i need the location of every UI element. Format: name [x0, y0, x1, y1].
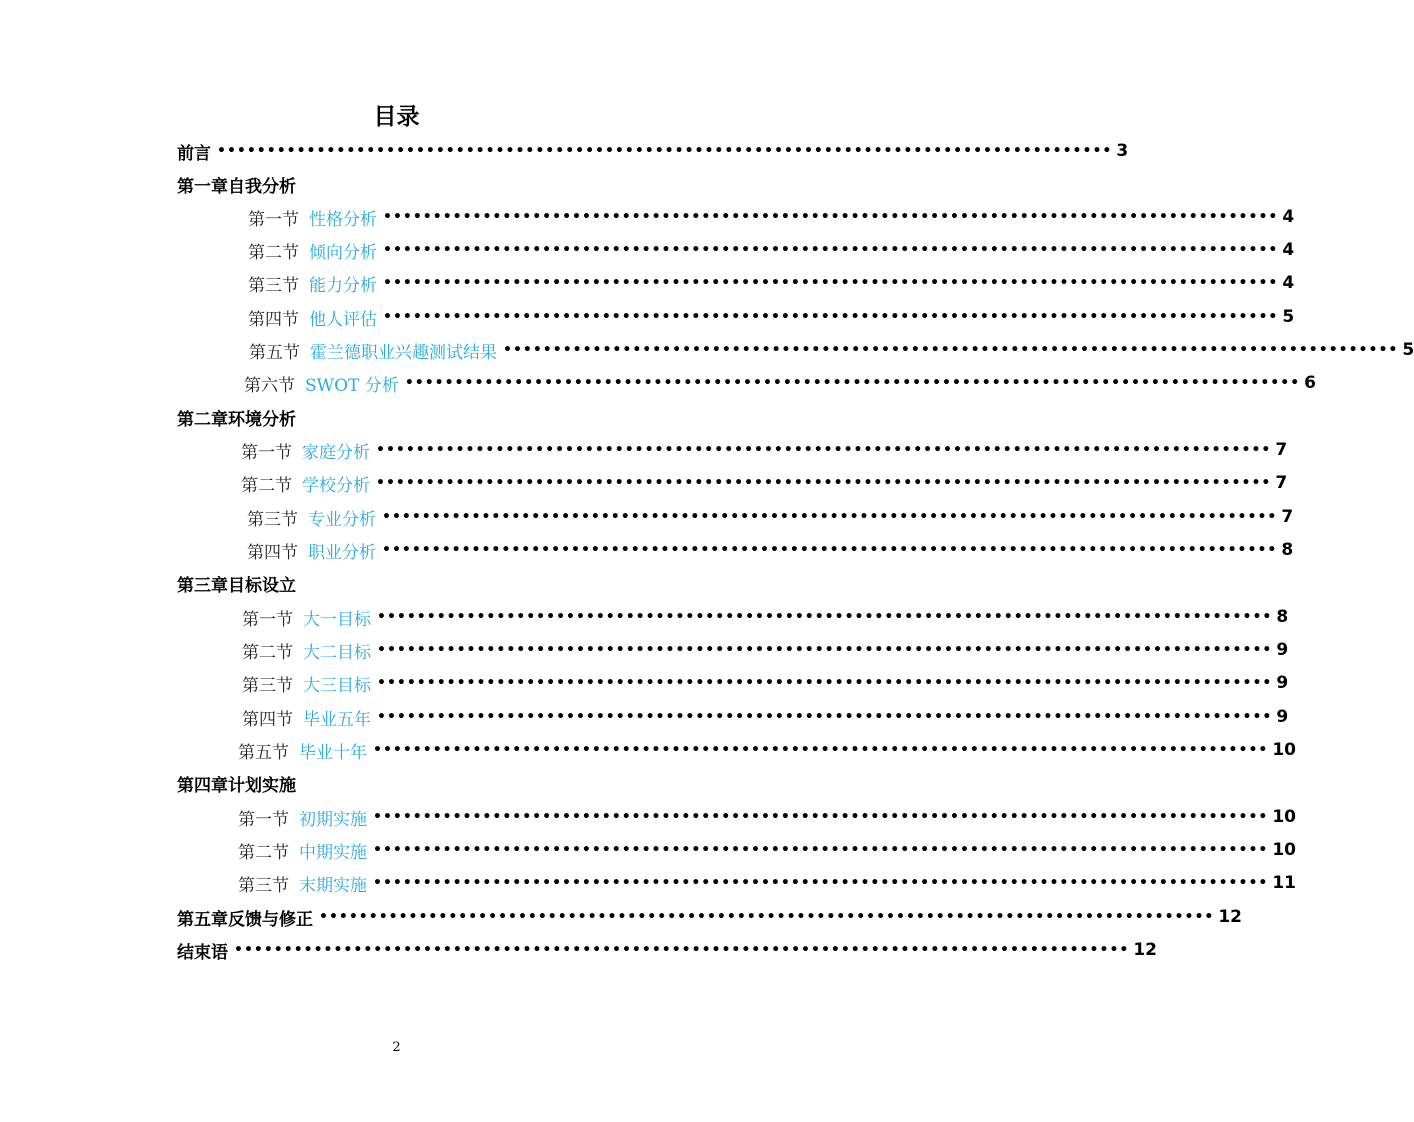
page-number: 12: [1218, 907, 1243, 927]
section-label: 第三节: [248, 275, 299, 296]
section-title: 大一目标: [303, 609, 371, 630]
page-number: 6: [1304, 373, 1316, 393]
page-number: 10: [1272, 840, 1297, 860]
dot-leader: ••••••••••••••••••••••••••••••••••••••••••••••••••••••••••••••••••••••••••••••••••••••••••: [503, 342, 1399, 358]
page-number: 9: [1276, 707, 1289, 727]
chapter-title: 自我分析: [228, 176, 296, 197]
section-title: 大二目标: [303, 642, 371, 663]
section-title: 毕业五年: [303, 709, 371, 730]
section-label: 第四节: [242, 709, 293, 730]
toc-entry[interactable]: [177, 138, 1129, 164]
chapter-label: 第五章: [177, 909, 228, 930]
toc-entry[interactable]: [248, 270, 1295, 296]
dot-leader: ••••••••••••••••••••••••••••••••••••••••••••••••••••••••••••••••••••••••••••••••••••••••••: [373, 875, 1269, 891]
dot-leader: ••••••••••••••••••••••••••••••••••••••••••••••••••••••••••••••••••••••••••••••••••••••••••: [376, 475, 1272, 491]
chapter-label: 第四章: [177, 775, 228, 796]
section-title: 他人评估: [309, 309, 377, 330]
chapter-label: 第二章: [177, 409, 228, 430]
dot-leader: ••••••••••••••••••••••••••••••••••••••••••••••••••••••••••••••••••••••••••••••••••••••••••: [377, 675, 1273, 691]
section-label: 第三节: [247, 509, 298, 530]
section-title: 学校分析: [302, 475, 370, 496]
section-label: 第二节: [242, 642, 293, 663]
toc-chapter-heading[interactable]: [177, 171, 296, 197]
toc-entry[interactable]: [238, 737, 1297, 763]
section-title: 家庭分析: [302, 442, 370, 463]
page-number: 7: [1275, 440, 1288, 460]
section-title: 初期实施: [299, 809, 367, 830]
dot-leader: ••••••••••••••••••••••••••••••••••••••••••••••••••••••••••••••••••••••••••••••••••••••••••: [234, 942, 1130, 958]
section-title: 倾向分析: [309, 242, 377, 263]
page-number: 4: [1282, 207, 1295, 227]
chapter-title: 计划实施: [228, 775, 296, 796]
toc-entry[interactable]: [242, 704, 1289, 730]
page-number: 7: [1281, 507, 1294, 527]
dot-leader: ••••••••••••••••••••••••••••••••••••••••••••••••••••••••••••••••••••••••••••••••••••••••••: [377, 709, 1273, 725]
dot-leader: ••••••••••••••••••••••••••••••••••••••••••••••••••••••••••••••••••••••••••••••••••••••••••: [383, 242, 1279, 258]
toc-entry[interactable]: [241, 470, 1288, 496]
section-title: SWOT 分析: [305, 375, 399, 396]
toc-entry[interactable]: [248, 304, 1295, 330]
page-number: 9: [1276, 640, 1289, 660]
dot-leader: ••••••••••••••••••••••••••••••••••••••••••••••••••••••••••••••••••••••••••••••••••••••••••: [383, 209, 1279, 225]
page-number: 3: [1116, 141, 1129, 161]
chapter-label: 结束语: [177, 942, 228, 963]
toc-entry[interactable]: [248, 237, 1295, 263]
section-label: 第四节: [247, 542, 298, 563]
chapter-title: 反馈与修正: [228, 909, 313, 930]
section-label: 第三节: [238, 875, 289, 896]
toc-chapter-heading[interactable]: [177, 770, 296, 796]
toc-chapter-heading[interactable]: [177, 570, 296, 596]
page-number: 8: [1276, 607, 1289, 627]
toc-entry[interactable]: [238, 870, 1297, 896]
section-label: 第一节: [241, 442, 292, 463]
dot-leader: ••••••••••••••••••••••••••••••••••••••••••••••••••••••••••••••••••••••••••••••••••••••••••: [319, 909, 1215, 925]
section-title: 大三目标: [303, 675, 371, 696]
toc-entry[interactable]: [177, 904, 1243, 930]
section-label: 第一节: [248, 209, 299, 230]
section-title: 职业分析: [308, 542, 376, 563]
toc-title: 目录: [373, 104, 420, 130]
section-label: 第二节: [248, 242, 299, 263]
section-title: 霍兰德职业兴趣测试结果: [310, 342, 497, 363]
page-number: 9: [1276, 673, 1289, 693]
toc-entry[interactable]: [247, 504, 1294, 530]
section-label: 第五节: [249, 342, 300, 363]
toc-entry[interactable]: [242, 670, 1289, 696]
dot-leader: ••••••••••••••••••••••••••••••••••••••••••••••••••••••••••••••••••••••••••••••••••••••••••: [377, 609, 1273, 625]
dot-leader: ••••••••••••••••••••••••••••••••••••••••••••••••••••••••••••••••••••••••••••••••••••••••••: [373, 842, 1269, 858]
dot-leader: ••••••••••••••••••••••••••••••••••••••••••••••••••••••••••••••••••••••••••••••••••••••••••: [382, 542, 1278, 558]
dot-leader: ••••••••••••••••••••••••••••••••••••••••••••••••••••••••••••••••••••••••••••••••••••••••••: [377, 642, 1273, 658]
toc-entry[interactable]: [238, 804, 1297, 830]
section-label: 第四节: [248, 309, 299, 330]
section-title: 中期实施: [299, 842, 367, 863]
section-title: 毕业十年: [299, 742, 367, 763]
dot-leader: ••••••••••••••••••••••••••••••••••••••••••••••••••••••••••••••••••••••••••••••••••••••••••: [373, 742, 1269, 758]
chapter-label: 第一章: [177, 176, 228, 197]
section-label: 第五节: [238, 742, 289, 763]
section-title: 性格分析: [309, 209, 377, 230]
page-number: 5: [1402, 340, 1414, 360]
section-label: 第二节: [238, 842, 289, 863]
dot-leader: ••••••••••••••••••••••••••••••••••••••••••••••••••••••••••••••••••••••••••••••••••••••••••: [383, 275, 1279, 291]
dot-leader: ••••••••••••••••••••••••••••••••••••••••••••••••••••••••••••••••••••••••••••••••••••••••••: [382, 509, 1278, 525]
page-number: 12: [1133, 940, 1158, 960]
chapter-title: 环境分析: [228, 409, 296, 430]
dot-leader: ••••••••••••••••••••••••••••••••••••••••••••••••••••••••••••••••••••••••••••••••••••••••••: [376, 442, 1272, 458]
page-number: 4: [1282, 273, 1295, 293]
toc-entry[interactable]: [244, 370, 1316, 396]
toc-entry[interactable]: [249, 337, 1414, 363]
section-label: 第三节: [242, 675, 293, 696]
page-number: 10: [1272, 740, 1297, 760]
section-label: 第一节: [242, 609, 293, 630]
footer-page-number: 2: [392, 1040, 401, 1055]
chapter-label: 第三章: [177, 575, 228, 596]
dot-leader: ••••••••••••••••••••••••••••••••••••••••••••••••••••••••••••••••••••••••••••••••••••••••••: [217, 143, 1113, 159]
toc-chapter-heading[interactable]: [177, 404, 296, 430]
toc-entry[interactable]: [248, 204, 1295, 230]
page-number: 10: [1272, 807, 1297, 827]
page-number: 8: [1281, 540, 1294, 560]
chapter-label: 前言: [177, 143, 211, 164]
toc-entry[interactable]: [242, 637, 1289, 663]
page-number: 7: [1275, 473, 1288, 493]
toc-entry[interactable]: [241, 437, 1288, 463]
page-number: 11: [1272, 873, 1297, 893]
toc-entry[interactable]: [177, 937, 1158, 963]
dot-leader: ••••••••••••••••••••••••••••••••••••••••••••••••••••••••••••••••••••••••••••••••••••••••••: [404, 375, 1301, 391]
chapter-title: 目标设立: [228, 575, 296, 596]
section-title: 末期实施: [299, 875, 367, 896]
section-label: 第六节: [244, 375, 295, 396]
page-number: 4: [1282, 240, 1295, 260]
toc-entry[interactable]: [247, 537, 1294, 563]
page-number: 5: [1282, 307, 1295, 327]
toc-entry[interactable]: [238, 837, 1297, 863]
section-title: 专业分析: [308, 509, 376, 530]
section-label: 第一节: [238, 809, 289, 830]
toc-entry[interactable]: [242, 604, 1289, 630]
section-label: 第二节: [241, 475, 292, 496]
dot-leader: ••••••••••••••••••••••••••••••••••••••••••••••••••••••••••••••••••••••••••••••••••••••••••: [373, 809, 1269, 825]
dot-leader: ••••••••••••••••••••••••••••••••••••••••••••••••••••••••••••••••••••••••••••••••••••••••••: [383, 309, 1279, 325]
section-title: 能力分析: [309, 275, 377, 296]
